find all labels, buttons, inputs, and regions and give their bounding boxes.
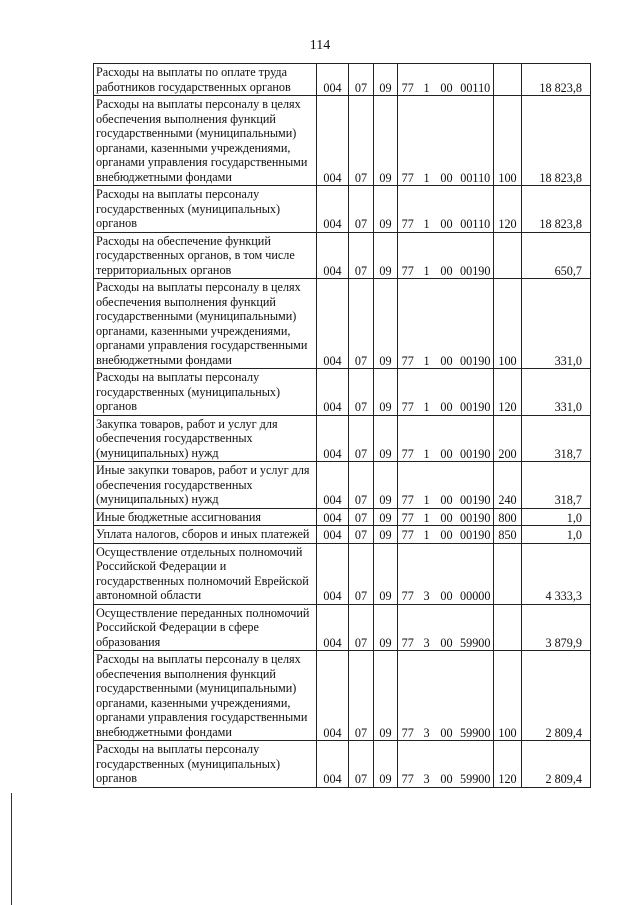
target-code-program-cell: 77 [398, 508, 418, 526]
target-code-program-cell: 77 [398, 64, 418, 96]
amount-cell: 18 823,8 [522, 96, 591, 186]
amount-cell: 2 809,4 [522, 741, 591, 788]
target-code-group-cell: 00 [436, 232, 458, 279]
target-code-group-cell: 00 [436, 279, 458, 369]
target-code-program-cell: 77 [398, 604, 418, 651]
target-code-program-cell: 77 [398, 526, 418, 544]
table-row [94, 543, 591, 604]
amount-cell: 331,0 [522, 369, 591, 416]
rz-cell: 07 [349, 232, 374, 279]
row-name-cell: Расходы на выплаты персоналу в целях обеспечения выполнения функций государственными (муниципальными) органами, казенными учреждениями, органами управления государственными внебюджетными фондами [94, 279, 317, 369]
target-code-program-cell: 77 [398, 415, 418, 462]
target-code-group-cell: 00 [436, 526, 458, 544]
row-name-cell: Закупка товаров, работ и услуг для обеспечения государственных (муниципальных) нужд [94, 415, 317, 462]
target-code-subprogram-cell: 1 [418, 415, 436, 462]
gr-cell: 004 [317, 526, 349, 544]
expense-type-cell: 200 [494, 415, 522, 462]
target-code-direction-cell: 00190 [458, 526, 494, 544]
gr-cell: 004 [317, 232, 349, 279]
target-code-subprogram-cell: 3 [418, 651, 436, 741]
pr-cell: 09 [374, 232, 398, 279]
target-code-program-cell: 77 [398, 186, 418, 233]
table-row [94, 508, 591, 526]
target-code-direction-cell: 00190 [458, 508, 494, 526]
target-code-group-cell: 00 [436, 508, 458, 526]
gr-cell: 004 [317, 186, 349, 233]
gr-cell: 004 [317, 508, 349, 526]
target-code-direction-cell: 00110 [458, 64, 494, 96]
target-code-subprogram-cell: 1 [418, 369, 436, 416]
gr-cell: 004 [317, 543, 349, 604]
rz-cell: 07 [349, 64, 374, 96]
row-name-cell: Иные бюджетные ассигнования [94, 508, 317, 526]
target-code-subprogram-cell: 1 [418, 64, 436, 96]
expense-type-cell [494, 543, 522, 604]
target-code-program-cell: 77 [398, 279, 418, 369]
target-code-direction-cell: 00190 [458, 279, 494, 369]
target-code-direction-cell: 00110 [458, 186, 494, 233]
gr-cell: 004 [317, 279, 349, 369]
target-code-direction-cell: 00190 [458, 369, 494, 416]
row-name-cell: Расходы на выплаты персоналу государственных (муниципальных) органов [94, 369, 317, 416]
row-name-cell: Расходы на выплаты персоналу государственных (муниципальных) органов [94, 741, 317, 788]
budget-table [93, 63, 591, 788]
target-code-direction-cell: 00190 [458, 415, 494, 462]
row-name-cell: Расходы на обеспечение функций государственных органов, в том числе территориальных органов [94, 232, 317, 279]
pr-cell: 09 [374, 279, 398, 369]
target-code-subprogram-cell: 1 [418, 279, 436, 369]
target-code-group-cell: 00 [436, 369, 458, 416]
row-name-cell: Осуществление отдельных полномочий Российской Федерации и государственных полномочий Еврейской автономной области [94, 543, 317, 604]
pr-cell: 09 [374, 543, 398, 604]
table-row [94, 415, 591, 462]
target-code-program-cell: 77 [398, 462, 418, 509]
rz-cell: 07 [349, 741, 374, 788]
target-code-direction-cell: 00190 [458, 462, 494, 509]
rz-cell: 07 [349, 279, 374, 369]
amount-cell: 331,0 [522, 279, 591, 369]
amount-cell: 18 823,8 [522, 186, 591, 233]
expense-type-cell: 800 [494, 508, 522, 526]
pr-cell: 09 [374, 186, 398, 233]
rz-cell: 07 [349, 462, 374, 509]
target-code-program-cell: 77 [398, 232, 418, 279]
row-name-cell: Расходы на выплаты персоналу в целях обеспечения выполнения функций государственными (муниципальными) органами, казенными учреждениями, органами управления государственными внебюджетными фондами [94, 651, 317, 741]
row-name-cell: Осуществление переданных полномочий Российской Федерации в сфере образования [94, 604, 317, 651]
expense-type-cell: 120 [494, 186, 522, 233]
rz-cell: 07 [349, 369, 374, 416]
expense-type-cell [494, 232, 522, 279]
row-name-cell: Иные закупки товаров, работ и услуг для обеспечения государственных (муниципальных) нужд [94, 462, 317, 509]
rz-cell: 07 [349, 186, 374, 233]
rz-cell: 07 [349, 526, 374, 544]
gr-cell: 004 [317, 462, 349, 509]
target-code-subprogram-cell: 1 [418, 526, 436, 544]
target-code-group-cell: 00 [436, 64, 458, 96]
expense-type-cell [494, 604, 522, 651]
amount-cell: 2 809,4 [522, 651, 591, 741]
target-code-group-cell: 00 [436, 415, 458, 462]
target-code-subprogram-cell: 1 [418, 508, 436, 526]
target-code-group-cell: 00 [436, 96, 458, 186]
expense-type-cell: 850 [494, 526, 522, 544]
table-row [94, 741, 591, 788]
row-name-cell: Уплата налогов, сборов и иных платежей [94, 526, 317, 544]
target-code-program-cell: 77 [398, 96, 418, 186]
amount-cell: 318,7 [522, 462, 591, 509]
target-code-subprogram-cell: 1 [418, 232, 436, 279]
amount-cell: 318,7 [522, 415, 591, 462]
target-code-subprogram-cell: 1 [418, 96, 436, 186]
table-row [94, 526, 591, 544]
amount-cell: 3 879,9 [522, 604, 591, 651]
pr-cell: 09 [374, 604, 398, 651]
target-code-direction-cell: 00110 [458, 96, 494, 186]
target-code-group-cell: 00 [436, 186, 458, 233]
table-row [94, 186, 591, 233]
amount-cell: 4 333,3 [522, 543, 591, 604]
target-code-program-cell: 77 [398, 741, 418, 788]
gr-cell: 004 [317, 604, 349, 651]
row-name-cell: Расходы на выплаты персоналу государственных (муниципальных) органов [94, 186, 317, 233]
gr-cell: 004 [317, 741, 349, 788]
gr-cell: 004 [317, 369, 349, 416]
gr-cell: 004 [317, 64, 349, 96]
rz-cell: 07 [349, 415, 374, 462]
pr-cell: 09 [374, 508, 398, 526]
expense-type-cell: 120 [494, 741, 522, 788]
target-code-direction-cell: 59900 [458, 651, 494, 741]
expense-type-cell [494, 64, 522, 96]
table-row [94, 651, 591, 741]
page-number: 114 [309, 38, 331, 53]
pr-cell: 09 [374, 526, 398, 544]
table-row [94, 64, 591, 96]
target-code-subprogram-cell: 1 [418, 462, 436, 509]
pr-cell: 09 [374, 96, 398, 186]
rz-cell: 07 [349, 543, 374, 604]
pr-cell: 09 [374, 462, 398, 509]
target-code-direction-cell: 00190 [458, 232, 494, 279]
margin-line [11, 793, 12, 905]
pr-cell: 09 [374, 415, 398, 462]
amount-cell: 1,0 [522, 526, 591, 544]
expense-type-cell: 120 [494, 369, 522, 416]
pr-cell: 09 [374, 369, 398, 416]
table-row [94, 369, 591, 416]
target-code-subprogram-cell: 1 [418, 186, 436, 233]
amount-cell: 650,7 [522, 232, 591, 279]
target-code-subprogram-cell: 3 [418, 741, 436, 788]
gr-cell: 004 [317, 96, 349, 186]
row-name-cell: Расходы на выплаты персоналу в целях обеспечения выполнения функций государственными (муниципальными) органами, казенными учреждениями, органами управления государственными внебюджетными фондами [94, 96, 317, 186]
target-code-subprogram-cell: 3 [418, 543, 436, 604]
rz-cell: 07 [349, 508, 374, 526]
target-code-group-cell: 00 [436, 462, 458, 509]
target-code-group-cell: 00 [436, 741, 458, 788]
table-row [94, 232, 591, 279]
gr-cell: 004 [317, 651, 349, 741]
target-code-program-cell: 77 [398, 651, 418, 741]
expense-type-cell: 100 [494, 96, 522, 186]
target-code-group-cell: 00 [436, 604, 458, 651]
table-row [94, 604, 591, 651]
table-row [94, 279, 591, 369]
expense-type-cell: 100 [494, 651, 522, 741]
rz-cell: 07 [349, 651, 374, 741]
gr-cell: 004 [317, 415, 349, 462]
table-row [94, 462, 591, 509]
amount-cell: 18 823,8 [522, 64, 591, 96]
target-code-direction-cell: 59900 [458, 741, 494, 788]
rz-cell: 07 [349, 604, 374, 651]
rz-cell: 07 [349, 96, 374, 186]
pr-cell: 09 [374, 741, 398, 788]
expense-type-cell: 100 [494, 279, 522, 369]
amount-cell: 1,0 [522, 508, 591, 526]
target-code-direction-cell: 00000 [458, 543, 494, 604]
target-code-direction-cell: 59900 [458, 604, 494, 651]
target-code-group-cell: 00 [436, 543, 458, 604]
target-code-program-cell: 77 [398, 543, 418, 604]
target-code-subprogram-cell: 3 [418, 604, 436, 651]
target-code-group-cell: 00 [436, 651, 458, 741]
pr-cell: 09 [374, 64, 398, 96]
expense-type-cell: 240 [494, 462, 522, 509]
table-row [94, 96, 591, 186]
pr-cell: 09 [374, 651, 398, 741]
row-name-cell: Расходы на выплаты по оплате труда работников государственных органов [94, 64, 317, 96]
target-code-program-cell: 77 [398, 369, 418, 416]
